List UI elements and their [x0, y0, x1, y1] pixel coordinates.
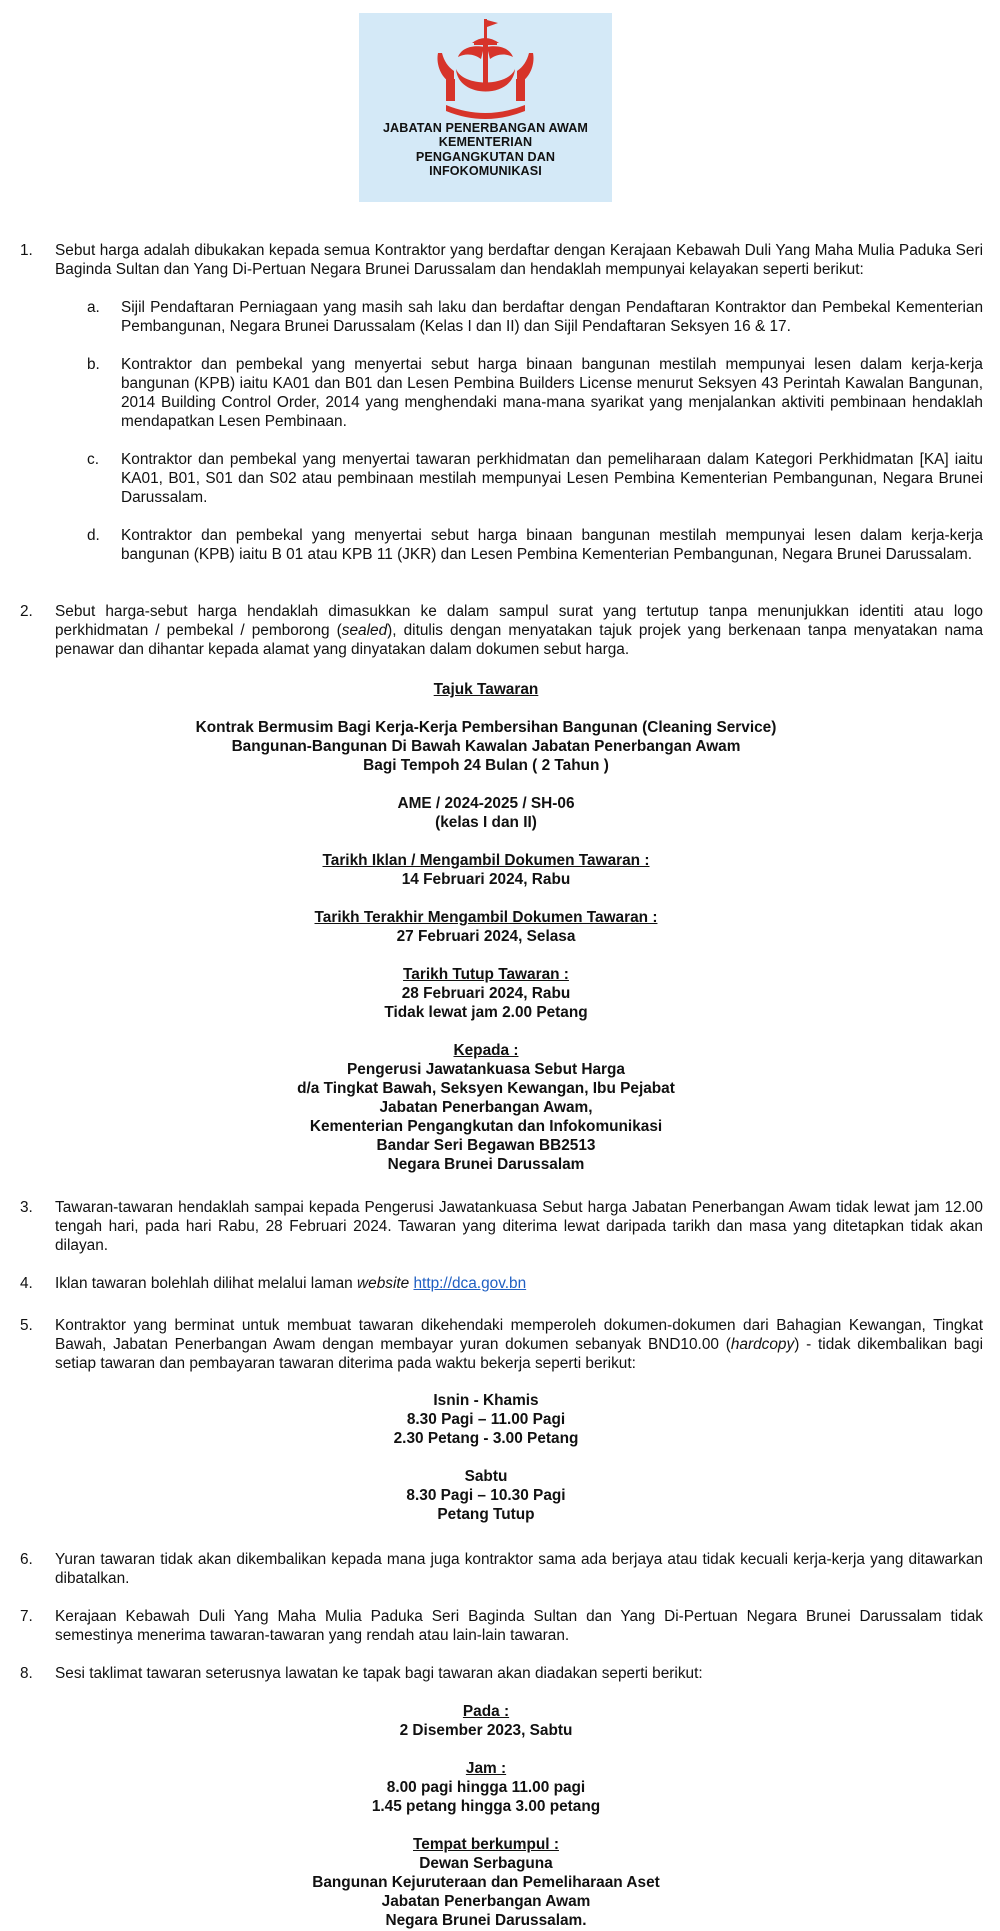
last-date: 27 Februari 2024, Selasa [396, 928, 576, 945]
header-line: PENGANGKUTAN DAN [415, 149, 556, 164]
ad-date-label: Tarikh Iklan / Mengambil Dokumen Tawaran : [322, 852, 650, 869]
sub-clause-letter: a. [87, 299, 100, 316]
header-title [359, 121, 612, 179]
tender-title-line: Bangunan-Bangunan Di Bawah Kawalan Jabatan Penerbangan Awam [231, 738, 741, 755]
recipient-line: Pengerusi Jawatankuasa Sebut Harga [347, 1061, 625, 1078]
briefing-time: 1.45 petang hingga 3.00 petang [371, 1798, 601, 1815]
saturday-afternoon-hours: Petang Tutup [437, 1506, 535, 1523]
clause-text-italic: hardcopy [730, 1336, 795, 1353]
briefing-block [0, 1702, 972, 1930]
header-line: KEMENTERIAN [438, 135, 533, 150]
office-hours-block [0, 1391, 972, 1524]
weekday-afternoon-hours: 2.30 Petang - 3.00 Petang [393, 1430, 579, 1447]
sub-clause-letter: b. [87, 356, 100, 373]
recipient-line: Jabatan Penerbangan Awam, [379, 1099, 593, 1116]
close-time: Tidak lewat jam 2.00 Petang [384, 1004, 588, 1021]
briefing-place-line: Jabatan Penerbangan Awam [381, 1893, 591, 1910]
header-banner [359, 13, 612, 202]
recipient-label: Kepada : [453, 1042, 519, 1059]
tender-reference: AME / 2024-2025 / SH-06 [397, 795, 575, 812]
briefing-place-label: Tempat berkumpul : [413, 1836, 559, 1853]
clause-text: Sesi taklimat tawaran seterusnya lawatan ke tapak bagi tawaran akan diadakan seperti berikut: [55, 1665, 703, 1682]
clause-text: Sebut harga adalah dibukakan kepada semua Kontraktor yang berdaftar dengan Kerajaan Kebawah Duli Yang Maha Mulia Paduka Seri Baginda Sultan dan Yang Di-Pertuan Negara Brunei Darussalam dan hendaklah mempunyai kelayakan seperti berikut: [55, 242, 983, 278]
tender-title-line: Bagi Tempoh 24 Bulan ( 2 Tahun ) [363, 757, 609, 774]
briefing-date-label: Pada : [462, 1703, 510, 1720]
sub-clause-letter: d. [87, 527, 100, 544]
clause-text-italic: website [357, 1275, 410, 1292]
saturday-label: Sabtu [464, 1468, 508, 1485]
close-date-label: Tarikh Tutup Tawaran : [403, 966, 569, 983]
clause-text [55, 602, 983, 659]
clause-number: 1. [20, 242, 33, 259]
recipient-line: Kementerian Pengangkutan dan Infokomunikasi [309, 1118, 663, 1135]
website-link[interactable]: http://dca.gov.bn [413, 1275, 527, 1292]
sub-clause-text: Kontraktor dan pembekal yang menyertai tawaran perkhidmatan dan pemeliharaan dalam Kategori Perkhidmatan [KA] iaitu KA01, B01, S01 dan S02 atau pembinaan mestilah mempunyai Lesen Pembina Kementerian Pembangunan, Negara Brunei Darussalam. [121, 451, 983, 506]
briefing-place-line: Dewan Serbaguna [419, 1855, 553, 1872]
clause-number: 2. [20, 603, 33, 620]
tender-title-line: Kontrak Bermusim Bagi Kerja-Kerja Pembersihan Bangunan (Cleaning Service) [195, 719, 777, 736]
clause-text: Yuran tawaran tidak akan dikembalikan kepada mana juga kontraktor sama ada berjaya atau tidak kecuali kerja-kerja yang ditawarkan dibatalkan. [55, 1551, 983, 1587]
briefing-place-line: Bangunan Kejuruteraan dan Pemeliharaan Aset [312, 1874, 660, 1891]
clause-number: 4. [20, 1275, 33, 1292]
briefing-time-label: Jam : [465, 1760, 507, 1777]
recipient-line: Bandar Seri Begawan BB2513 [376, 1137, 596, 1154]
clause-text-part: Iklan tawaran bolehlah dilihat melalui laman [55, 1275, 358, 1292]
clause-text-part: ) - tidak dikembalikan bagi setiap tawaran dan pembayaran tawaran diterima pada waktu bekerja seperti berikut: [55, 1336, 983, 1372]
recipient-line: Negara Brunei Darussalam [387, 1156, 585, 1173]
clause-text-part: Kontraktor yang berminat untuk membuat tawaran dikehendaki memperoleh dokumen-dokumen dari Bahagian Kewangan, Tingkat Bawah, Jabatan Penerbangan Awam dengan membayar yuran dokumen sebanyak BND10.00 ( [55, 1317, 983, 1353]
header-line: JABATAN PENERBANGAN AWAM [382, 121, 589, 135]
clause-number: 5. [20, 1317, 33, 1334]
recipient-line: d/a Tingkat Bawah, Seksyen Kewangan, Ibu Pejabat [297, 1080, 675, 1097]
briefing-place-line: Negara Brunei Darussalam. [385, 1912, 587, 1929]
weekday-morning-hours: 8.30 Pagi – 11.00 Pagi [406, 1411, 566, 1428]
last-date-label: Tarikh Terakhir Mengambil Dokumen Tawaran : [314, 909, 658, 926]
clause-number: 7. [20, 1608, 33, 1625]
sub-clause-text: Kontraktor dan pembekal yang menyertai sebut harga binaan bangunan mestilah mempunyai lesen dalam kerja-kerja bangunan (KPB) iaitu KA01 dan B01 dan Lesen Pembina Builders License menurut Seksyen 43 Perintah Kawalan Bangunan, 2014 Building Control Order, 2014 yang menghendaki mana-mana syarikat yang menjalankan aktiviti pembinaan hendaklah mendapatkan Lesen Pembinaan. [121, 356, 983, 430]
tender-heading: Tajuk Tawaran [433, 681, 539, 698]
close-date: 28 Februari 2024, Rabu [401, 985, 571, 1002]
tender-class: (kelas I dan II) [435, 814, 537, 831]
saturday-morning-hours: 8.30 Pagi – 10.30 Pagi [406, 1487, 566, 1504]
sub-clause-text: Kontraktor dan pembekal yang menyertai sebut harga binaan bangunan mestilah mempunyai lesen dalam kerja-kerja bangunan (KPB) iaitu B 01 atau KPB 11 (JKR) dan Lesen Pembina Kementerian Pembangunan, Negara Brunei Darussalam. [121, 527, 983, 563]
sub-clause-text: Sijil Pendaftaran Perniagaan yang masih sah laku dan berdaftar dengan Pendaftaran Kontraktor dan Pembekal Kementerian Pembangunan, Negara Brunei Darussalam (Kelas I dan II) dan Sijil Pendaftaran Seksyen 16 & 17. [121, 299, 983, 335]
clause-number: 6. [20, 1551, 33, 1568]
sub-clause-letter: c. [87, 451, 99, 468]
clause-text: Kerajaan Kebawah Duli Yang Maha Mulia Paduka Seri Baginda Sultan dan Yang Di-Pertuan Negara Brunei Darussalam tidak semestinya menerima tawaran-tawaran yang rendah atau lain-lain tawaran. [55, 1608, 983, 1644]
briefing-time: 8.00 pagi hingga 11.00 pagi [386, 1779, 586, 1796]
clause-number: 3. [20, 1199, 33, 1216]
tender-title-block [0, 680, 972, 1174]
briefing-date: 2 Disember 2023, Sabtu [399, 1722, 573, 1739]
clause-text-part: Sebut harga-sebut harga hendaklah dimasukkan ke dalam sampul surat yang tertutup tanpa menunjukkan identiti atau logo perkhidmatan / pembekal / pemborong ( [55, 603, 983, 639]
clause-text [55, 1274, 983, 1293]
brunei-crest-icon [434, 17, 537, 129]
clause-number: 8. [20, 1665, 33, 1682]
ad-date: 14 Februari 2024, Rabu [401, 871, 571, 888]
clause-text: Tawaran-tawaran hendaklah sampai kepada Pengerusi Jawatankuasa Sebut harga Jabatan Penerbangan Awam tidak lewat jam 12.00 tengah hari, pada hari Rabu, 28 Februari 2024. Tawaran yang diterima lewat daripada tarikh dan masa yang ditetapkan tidak akan dilayan. [55, 1199, 983, 1254]
header-line: INFOKOMUNIKASI [429, 164, 542, 179]
weekday-label: Isnin - Khamis [433, 1392, 539, 1409]
clause-text [55, 1316, 983, 1373]
clause-text-part: ), ditulis dengan menyatakan tajuk projek yang berkenaan tanpa menyatakan nama penawar dan dihantar kepada alamat yang dinyatakan dalam dokumen sebut harga. [55, 622, 983, 658]
clause-text-italic: sealed [341, 622, 388, 639]
